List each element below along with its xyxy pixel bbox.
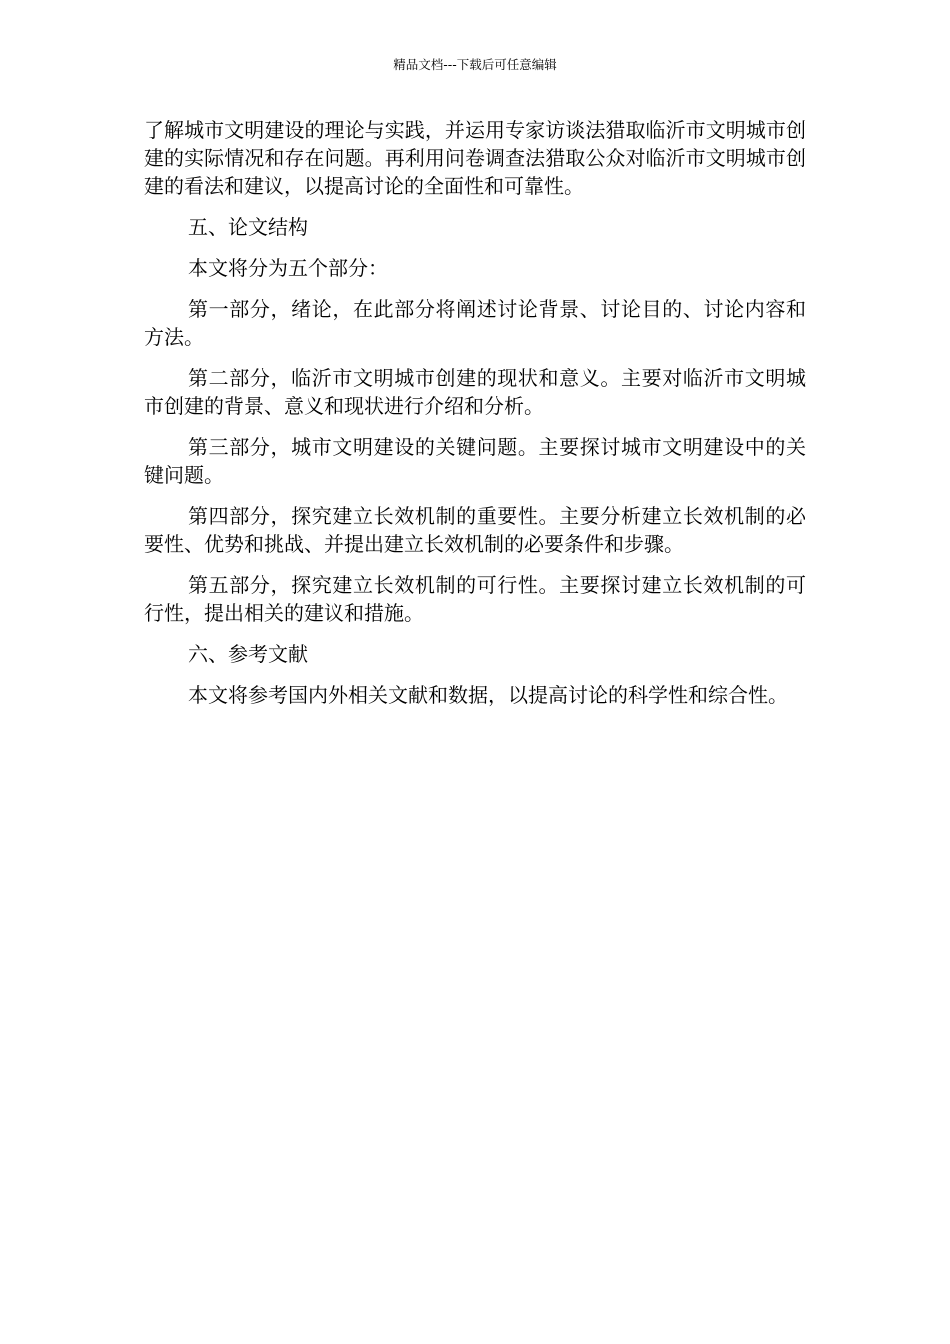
document-body: [144, 116, 806, 722]
paragraph-part-five: 第五部分，探究建立长效机制的可行性。主要探讨建立长效机制的可行性，提出相关的建议和措施。: [144, 573, 806, 625]
paragraph-part-four: 第四部分，探究建立长效机制的重要性。主要分析建立长效机制的必要性、优势和挑战、并提出建立长效机制的必要条件和步骤。: [144, 504, 806, 556]
page-header: 精品文档---下载后可任意编辑: [393, 57, 557, 72]
section-heading-structure: 五、论文结构: [188, 215, 308, 239]
paragraph-references: 本文将参考国内外相关文献和数据，以提高讨论的科学性和综合性。: [188, 683, 788, 707]
section-heading-references: 六、参考文献: [188, 642, 308, 666]
paragraph-method-continued: 了解城市文明建设的理论与实践，并运用专家访谈法猎取临沂市文明城市创建的实际情况和存在问题。再利用问卷调查法猎取公众对临沂市文明城市创建的看法和建议，以提高讨论的全面性和可靠性。: [144, 118, 806, 198]
paragraph-part-three: 第三部分，城市文明建设的关键问题。主要探讨城市文明建设中的关键问题。: [144, 435, 806, 487]
paragraph-part-one: 第一部分，绪论，在此部分将阐述讨论背景、讨论目的、讨论内容和方法。: [144, 297, 806, 349]
paragraph-part-two: 第二部分，临沂市文明城市创建的现状和意义。主要对临沂市文明城市创建的背景、意义和现状进行介绍和分析。: [144, 366, 806, 418]
paragraph-structure-intro: 本文将分为五个部分：: [188, 256, 388, 280]
